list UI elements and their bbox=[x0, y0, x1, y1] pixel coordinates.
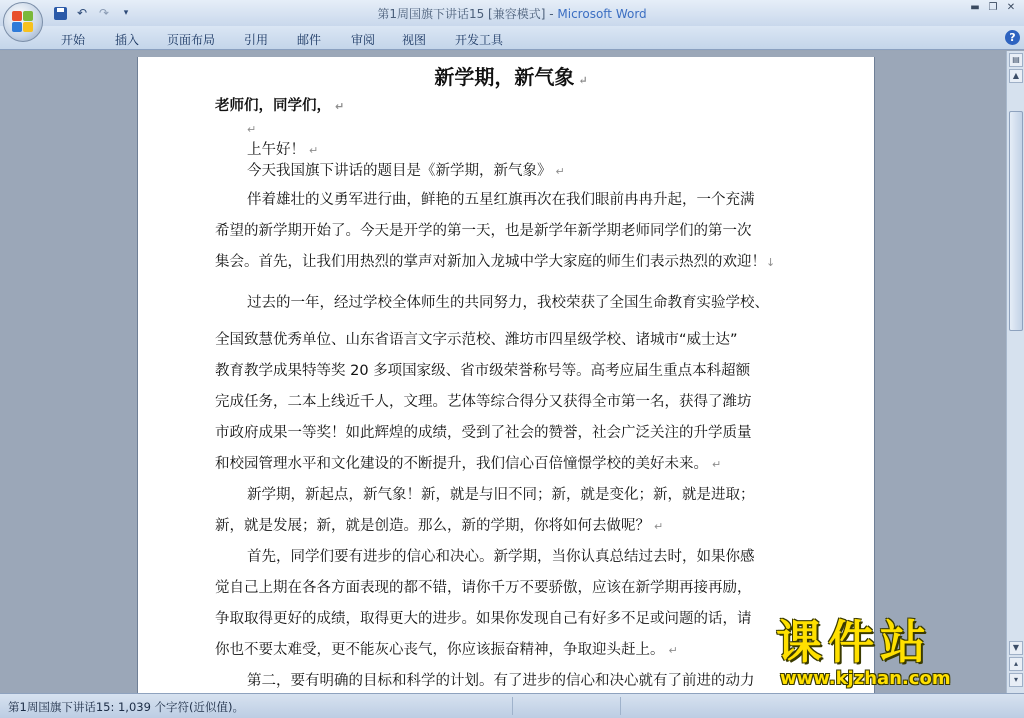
text-line: 争取取得更好的成绩，取得更大的进步。如果你发现自己有好多不足或问题的话，请 bbox=[215, 611, 752, 627]
tab-home[interactable]: 开始 bbox=[61, 33, 86, 47]
status-divider bbox=[512, 697, 513, 715]
text-line: 完成任务，二本上线近千人，文理。艺体等综合得分又获得全市第一名，获得了潍坊 bbox=[215, 394, 752, 410]
paragraph-1 bbox=[215, 185, 807, 278]
status-text: 第1周国旗下讲话15: 1,039 个字符(近似值)。 bbox=[8, 700, 245, 714]
status-bar bbox=[0, 693, 1024, 718]
ribbon-tabs bbox=[0, 26, 1024, 50]
ruler-toggle-icon[interactable]: ▤ bbox=[1009, 53, 1023, 67]
next-page-icon[interactable]: ▾ bbox=[1009, 673, 1023, 687]
text-line: 新学期，新起点，新气象！新，就是与旧不同；新，就是变化；新，就是进取； bbox=[247, 487, 755, 503]
text-line: 新，就是发展；新，就是创造。那么，新的学期，你将如何去做呢？ ↵ bbox=[215, 518, 664, 534]
tab-page-layout[interactable]: 页面布局 bbox=[167, 33, 216, 47]
tab-references[interactable]: 引用 bbox=[244, 33, 269, 47]
text-line: 伴着雄壮的义勇军进行曲，鲜艳的五星红旗再次在我们眼前冉冉升起，一个充满 bbox=[247, 192, 755, 208]
tab-mailings[interactable]: 邮件 bbox=[297, 33, 322, 47]
previous-page-icon[interactable]: ▴ bbox=[1009, 657, 1023, 671]
scroll-thumb[interactable] bbox=[1009, 111, 1023, 331]
text-line: 觉自己上期在各各方面表现的都不错，请你千万不要骄傲，应该在新学期再接再励， bbox=[215, 580, 752, 596]
text-line: 第二，要有明确的目标和科学的计划。有了进步的信心和决心就有了前进的动力 bbox=[247, 673, 755, 689]
paragraph-4 bbox=[215, 542, 807, 666]
text-line: 集会。首先，让我们用热烈的掌声对新加入龙城中学大家庭的师生们表示热烈的欢迎！↓ bbox=[215, 254, 776, 270]
help-icon[interactable]: ? bbox=[1005, 30, 1020, 45]
status-divider bbox=[620, 697, 621, 715]
window-title bbox=[0, 5, 1024, 22]
paragraph-3 bbox=[215, 480, 807, 542]
tab-view[interactable]: 视图 bbox=[402, 33, 427, 47]
text-line: 过去的一年，经过学校全体师生的共同努力，我校荣获了全国生命教育实验学校、 bbox=[247, 295, 769, 311]
text-line: 和校园管理水平和文化建设的不断提升，我们信心百倍憧憬学校的美好未来。 ↵ bbox=[215, 456, 722, 472]
text-line: 教育教学成果特等奖 20 多项国家级、省市级荣誉称号等。高考应届生重点本科超额 bbox=[215, 363, 751, 379]
watermark bbox=[776, 616, 1004, 692]
document-content[interactable] bbox=[215, 63, 807, 697]
dropdown-icon[interactable]: ▾ bbox=[123, 8, 129, 18]
greeting: 上午好！ ↵ bbox=[247, 142, 319, 158]
watermark-text: 课件站 bbox=[776, 615, 932, 669]
restore-icon[interactable]: ❐ bbox=[988, 2, 998, 13]
text-line: 你也不要太难受，更不能灰心丧气，你应该振奋精神，争取迎头赶上。 ↵ bbox=[215, 642, 678, 658]
tab-review[interactable]: 审阅 bbox=[351, 33, 376, 47]
office-logo-icon bbox=[12, 11, 34, 33]
window-controls bbox=[968, 2, 1018, 14]
tab-insert[interactable]: 插入 bbox=[115, 33, 140, 47]
title-separator: - bbox=[545, 7, 558, 21]
tab-developer[interactable]: 开发工具 bbox=[455, 33, 504, 47]
minimize-icon[interactable]: ▬ bbox=[970, 2, 980, 13]
vertical-scrollbar[interactable] bbox=[1006, 51, 1024, 693]
redo-icon[interactable]: ↷ bbox=[98, 6, 110, 20]
title-bar bbox=[0, 0, 1024, 26]
close-icon[interactable]: ✕ bbox=[1006, 2, 1016, 13]
empty-line: ↵ bbox=[247, 123, 257, 136]
topic: 今天我国旗下讲话的题目是《新学期，新气象》 ↵ bbox=[247, 163, 565, 179]
office-button[interactable] bbox=[3, 2, 43, 42]
document-page[interactable] bbox=[137, 57, 875, 697]
scroll-down-icon[interactable]: ▼ bbox=[1009, 641, 1023, 655]
text-line: 首先，同学们要有进步的信心和决心。新学期，当你认真总结过去时，如果你感 bbox=[247, 549, 755, 565]
text-line: 市政府成果一等奖！如此辉煌的成绩，受到了社会的赞誉，社会广泛关注的升学质量 bbox=[215, 425, 752, 441]
salutation: 老师们，同学们， ↵ bbox=[215, 98, 345, 114]
scroll-up-icon[interactable]: ▲ bbox=[1009, 69, 1023, 83]
document-title: 新学期，新气象 ↵ bbox=[434, 65, 588, 89]
paragraph-2 bbox=[215, 288, 807, 480]
app-name: Microsoft Word bbox=[557, 7, 647, 21]
text-line: 全国致慧优秀单位、山东省语言文字示范校、潍坊市四星级学校、诸城市“威士达” bbox=[215, 332, 738, 348]
undo-icon[interactable]: ↶ bbox=[76, 6, 88, 20]
text-line: 希望的新学期开始了。今天是开学的第一天，也是新学年新学期老师同学们的第一次 bbox=[215, 223, 752, 239]
document-name: 第1周国旗下讲话15 [兼容模式] bbox=[377, 7, 546, 21]
watermark-url: www.kjzhan.com bbox=[780, 668, 951, 689]
